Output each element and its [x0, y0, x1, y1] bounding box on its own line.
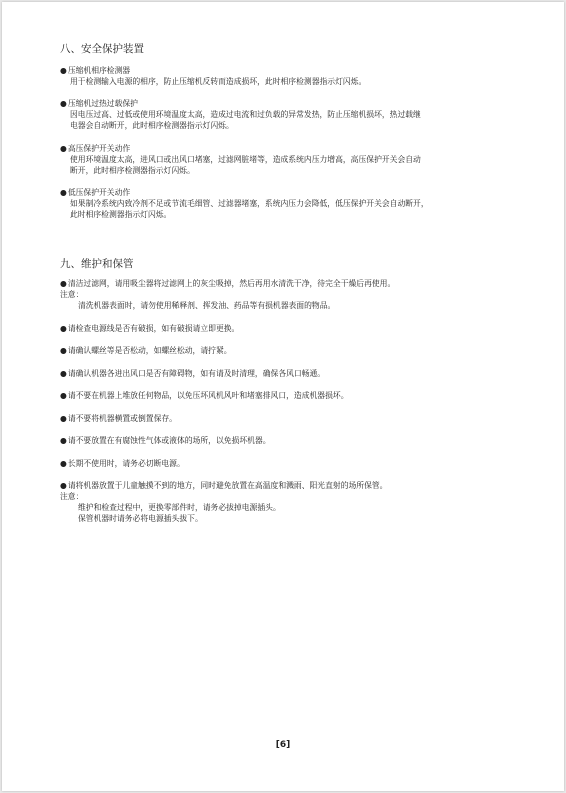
maintenance-text: 请不要在机器上堆放任何物品，以免压坏风机风叶和堵塞排风口，造成机器损坏。: [67, 391, 349, 400]
page-number: [6]: [275, 740, 291, 750]
bullet-icon: ●: [60, 369, 67, 378]
bullet-icon: ●: [60, 324, 67, 333]
maintenance-text: 清洁过滤网，请用吸尘器将过滤网上的灰尘吸掉，然后再用水清洗干净，待完全干燥后再使用。: [67, 279, 396, 288]
maintenance-text: 请不要将机器横置或倒置保存。: [67, 414, 177, 423]
bullet-icon: ●: [60, 188, 67, 197]
bullet-icon: ●: [60, 459, 67, 468]
bullet-icon: ●: [60, 99, 67, 108]
note-text: 维护和检查过程中，更换零部件时，请务必拔掉电源插头。: [78, 503, 281, 512]
safety-item-phase-detector: [60, 65, 510, 87]
note-text: 保管机器时请务必将电源插头拔下。: [78, 514, 203, 523]
note-label: 注意：: [60, 290, 84, 299]
safety-item-title: 压缩机相序检测器: [67, 66, 131, 75]
note-text: 清洗机器表面时，请勿使用稀释剂、挥发油、药品等有损机器表面的物品。: [78, 301, 336, 310]
safety-item-overheat: [60, 98, 510, 131]
note-label: 注意：: [60, 492, 84, 501]
maintenance-text: 请检查电源线是否有破损，如有破损请立即更换。: [67, 324, 240, 333]
bullet-icon: ●: [60, 436, 67, 445]
bullet-icon: ●: [60, 414, 67, 423]
safety-item-text: 使用环境温度太高，进风口或出风口堵塞，过滤网脏堵等，造成系统内压力增高，高压保护开关会自动: [70, 155, 421, 164]
safety-item-text: 用于检测输入电源的相序，防止压缩机反转而造成损坏，此时相序检测器指示灯闪烁。: [70, 77, 367, 86]
bullet-icon: ●: [60, 391, 67, 400]
bullet-icon: ●: [60, 279, 67, 288]
maintenance-item: [60, 278, 510, 311]
safety-item-text: 如果制冷系统内致冷剂不足或节流毛细管、过滤器堵塞，系统内压力会降低，低压保护开关会自动断开，: [70, 199, 429, 208]
bullet-icon: ●: [60, 144, 67, 153]
maintenance-item: [60, 323, 510, 334]
section-8-title: 八、安全保护装置: [60, 43, 144, 55]
maintenance-item: [60, 345, 510, 356]
section-9-title: 九、维护和保管: [60, 258, 134, 270]
maintenance-text: 请确认螺丝等是否松动，如螺丝松动，请拧紧。: [67, 346, 232, 355]
maintenance-text: 请不要放置在有腐蚀性气体或液体的场所，以免损坏机器。: [67, 436, 271, 445]
maintenance-item: [60, 435, 510, 446]
safety-item-title: 高压保护开关动作: [67, 144, 131, 153]
maintenance-item: [60, 413, 510, 424]
maintenance-item: [60, 480, 510, 524]
safety-item-text: 断开，此时相序检测器指示灯闪烁。: [70, 166, 195, 175]
maintenance-item: [60, 390, 510, 401]
safety-item-title: 低压保护开关动作: [67, 188, 131, 197]
safety-item-text: 因电压过高、过低或使用环境温度太高，造成过电流和过负载的异常发热，防止压缩机损坏，热过载继: [70, 110, 421, 119]
maintenance-text: 请将机器放置于儿童触摸不到的地方，同时避免放置在高温度和溅雨、阳光直射的场所保管。: [67, 481, 388, 490]
bullet-icon: ●: [60, 346, 67, 355]
maintenance-text: 请确认机器各进出风口是否有障碍物，如有请及时清理，确保各风口畅通。: [67, 369, 326, 378]
safety-item-title: 压缩机过热过载保护: [67, 99, 138, 108]
bullet-icon: ●: [60, 66, 67, 75]
maintenance-text: 长期不使用时，请务必切断电源。: [67, 459, 185, 468]
bullet-icon: ●: [60, 481, 67, 490]
safety-item-high-pressure: [60, 143, 510, 176]
maintenance-item: [60, 368, 510, 379]
maintenance-item: [60, 458, 510, 469]
safety-item-text: 此时相序检测器指示灯闪烁。: [70, 210, 172, 219]
safety-item-text: 电器会自动断开，此时相序检测器指示灯闪烁。: [70, 121, 234, 130]
document-page: [2, 2, 564, 791]
safety-item-low-pressure: [60, 187, 510, 220]
